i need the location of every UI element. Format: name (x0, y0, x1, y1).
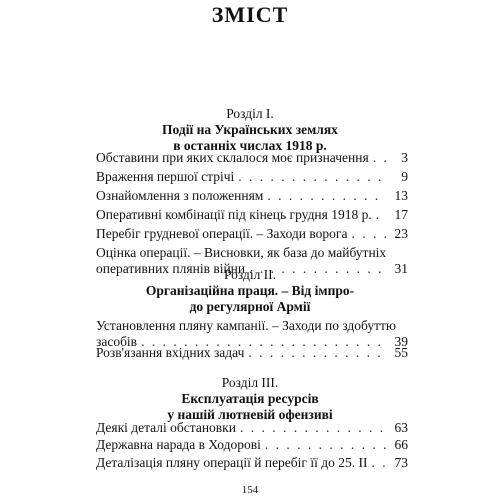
toc-entry-page: 3 (401, 150, 408, 165)
toc-entry-page: 39 (394, 334, 408, 349)
toc-entry[interactable] (96, 455, 408, 471)
toc-entry-text: Враження першої стрічі (96, 169, 235, 184)
dot-leader (238, 169, 386, 185)
section-number: Розділ II. (223, 267, 277, 282)
toc-entry-page: 66 (394, 437, 408, 452)
toc-entry-page: 63 (394, 420, 408, 435)
section-subtitle-line: Експлуатація ресурсів (181, 391, 319, 406)
toc-entry-text: засобів (96, 334, 138, 349)
toc-entry[interactable] (96, 345, 408, 361)
toc-entry[interactable] (96, 150, 408, 166)
dot-leader (371, 455, 386, 471)
toc-entry-page: 17 (394, 207, 408, 222)
dot-leader (267, 188, 386, 204)
section-subtitle-line: Організаційна праця. – Від імпро- (145, 283, 355, 298)
page-number: 154 (241, 484, 259, 496)
toc-entry[interactable] (96, 226, 408, 242)
toc-entry-text: Обставини при яких склалося моє призначення (96, 150, 369, 165)
toc-entry[interactable] (96, 169, 408, 185)
section-subtitle-line: до регулярної Армії (189, 299, 311, 314)
toc-entry-page: 13 (394, 188, 408, 203)
dot-leader (351, 226, 386, 242)
section-number: Розділ III. (221, 375, 279, 390)
toc-entry-text: Державна нарада в Ходорові (96, 437, 261, 452)
section-heading-2 (0, 267, 500, 315)
toc-entry-page: 23 (394, 226, 408, 241)
page-title: ЗМІСТ (211, 2, 289, 27)
section-number: Розділ І. (226, 106, 274, 121)
toc-entry[interactable] (96, 207, 408, 223)
section-subtitle-line: в останніх числах 1918 р. (173, 138, 327, 153)
dot-leader (240, 420, 386, 436)
toc-entry-text: Перебіг грудневої операції. – Заходи ворога (96, 226, 348, 241)
dot-leader (248, 345, 386, 361)
section-heading-3 (0, 375, 500, 423)
toc-entry-text-line: Установлення пляну кампанії. – Заходи по здобуттю (96, 318, 397, 333)
toc-entry-text: Оперативні комбінації під кінець грудня 1918 р. (96, 207, 372, 222)
section-subtitle-line: Події на Українських землях (162, 122, 338, 137)
dot-leader (265, 437, 386, 453)
toc-entry-text-line: Оцінка операції. – Висновки, як база до майбутніх (96, 245, 387, 260)
section-subtitle-line: у нашій лютневій офензиві (167, 407, 333, 422)
toc-entry-text: Деталізація пляну операції й перебіг її до 25. II (96, 455, 368, 470)
toc-entry-text: Ознайомлення з положенням (96, 188, 264, 203)
toc-entry-page: 9 (401, 169, 408, 184)
toc-entry-text: Деякі деталі обстановки (96, 420, 236, 435)
toc-entry-page: 73 (394, 455, 408, 470)
section-heading-1 (0, 106, 500, 154)
toc-entry-page: 31 (394, 261, 408, 276)
toc-entry[interactable] (96, 188, 408, 204)
toc-entry-page: 55 (394, 345, 408, 360)
dot-leader (376, 207, 386, 223)
toc-entry[interactable] (96, 437, 408, 453)
toc-entry[interactable] (96, 420, 408, 436)
dot-leader (373, 150, 386, 166)
toc-entry-text: Розв'язання вхідних задач (96, 345, 245, 360)
toc-entry-text: оперативних плянів війни (96, 261, 246, 276)
